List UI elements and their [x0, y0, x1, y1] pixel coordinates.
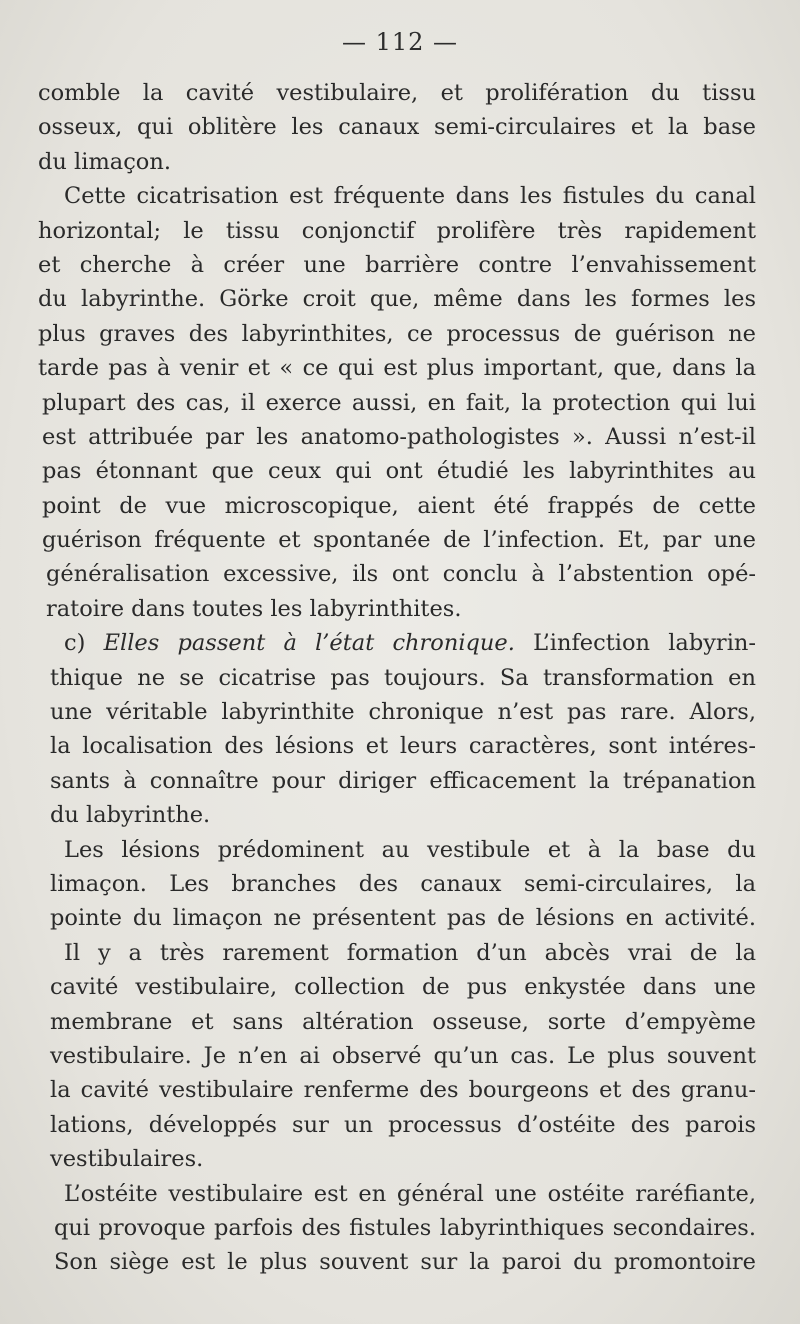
- text-line: vestibulaire. Je n’en ai observé qu’un cas. Le plus souvent: [50, 1042, 756, 1069]
- section-title: Elles passent à l’état chronique.: [103, 630, 515, 657]
- text-line: est attribuée par les anatomo-pathologistes ». Aussi n’est-il: [42, 423, 756, 450]
- text-line: Il y a très rarement formation d’un abcès vrai de la: [64, 939, 756, 966]
- text-line: du limaçon.: [38, 148, 171, 175]
- text-line: L’ostéite vestibulaire est en général une ostéite raréfiante,: [64, 1180, 756, 1207]
- text-line: pointe du limaçon ne présentent pas de lésions en activité.: [50, 905, 756, 932]
- page-number: — 112 —: [341, 28, 459, 56]
- section-marker: c): [64, 630, 104, 657]
- text-line: du labyrinthe. Görke croit que, même dans les formes les: [38, 286, 756, 313]
- text-line: sants à connaître pour diriger efficacement la trépanation: [50, 767, 756, 794]
- text-line: la cavité vestibulaire renferme des bourgeons et des granu-: [50, 1077, 756, 1104]
- text-line: Son siège est le plus souvent sur la paroi du promontoire: [54, 1249, 756, 1276]
- text-line: comble la cavité vestibulaire, et prolifération du tissu: [38, 80, 756, 106]
- text-line: osseux, qui oblitère les canaux semi-circulaires et la base: [38, 114, 756, 141]
- text-line: du labyrinthe.: [50, 802, 211, 829]
- section-text: L’infection labyrin-: [514, 630, 756, 657]
- text-line: Cette cicatrisation est fréquente dans les fistules du canal: [64, 183, 756, 210]
- text-line: Les lésions prédominent au vestibule et à la base du: [64, 836, 756, 863]
- text-line: une véritable labyrinthite chronique n’est pas rare. Alors,: [50, 699, 756, 726]
- text-line: et cherche à créer une barrière contre l’envahissement: [38, 251, 756, 278]
- text-line: ratoire dans toutes les labyrinthites.: [46, 595, 462, 622]
- text-line: cavité vestibulaire, collection de pus enkystée dans une: [50, 974, 756, 1001]
- text-line: lations, développés sur un processus d’ostéite des parois: [50, 1111, 756, 1138]
- text-line: pas étonnant que ceux qui ont étudié les labyrinthites au: [42, 458, 756, 485]
- text-line: tarde pas à venir et « ce qui est plus important, que, dans la: [38, 355, 756, 382]
- body-text: [38, 76, 756, 1280]
- text-line: généralisation excessive, ils ont conclu à l’abstention opé-: [46, 561, 756, 588]
- text-line: horizontal; le tissu conjonctif prolifère très rapidement: [38, 217, 756, 244]
- text-line: plus graves des labyrinthites, ce processus de guérison ne: [38, 320, 756, 347]
- text-line: la localisation des lésions et leurs caractères, sont intéres-: [50, 733, 756, 760]
- text-line: qui provoque parfois des fistules labyrinthiques secondaires.: [54, 1214, 756, 1241]
- text-line: vestibulaires.: [50, 1146, 204, 1173]
- text-line-section-c: [38, 626, 756, 660]
- text-line: plupart des cas, il exerce aussi, en fait, la protection qui lui: [42, 389, 756, 416]
- text-line: membrane et sans altération osseuse, sorte d’empyème: [50, 1008, 756, 1035]
- text-line: guérison fréquente et spontanée de l’infection. Et, par une: [42, 527, 756, 554]
- text-line: limaçon. Les branches des canaux semi-circulaires, la: [50, 870, 756, 897]
- text-line: point de vue microscopique, aient été frappés de cette: [42, 492, 756, 519]
- text-line: thique ne se cicatrise pas toujours. Sa transformation en: [50, 664, 756, 691]
